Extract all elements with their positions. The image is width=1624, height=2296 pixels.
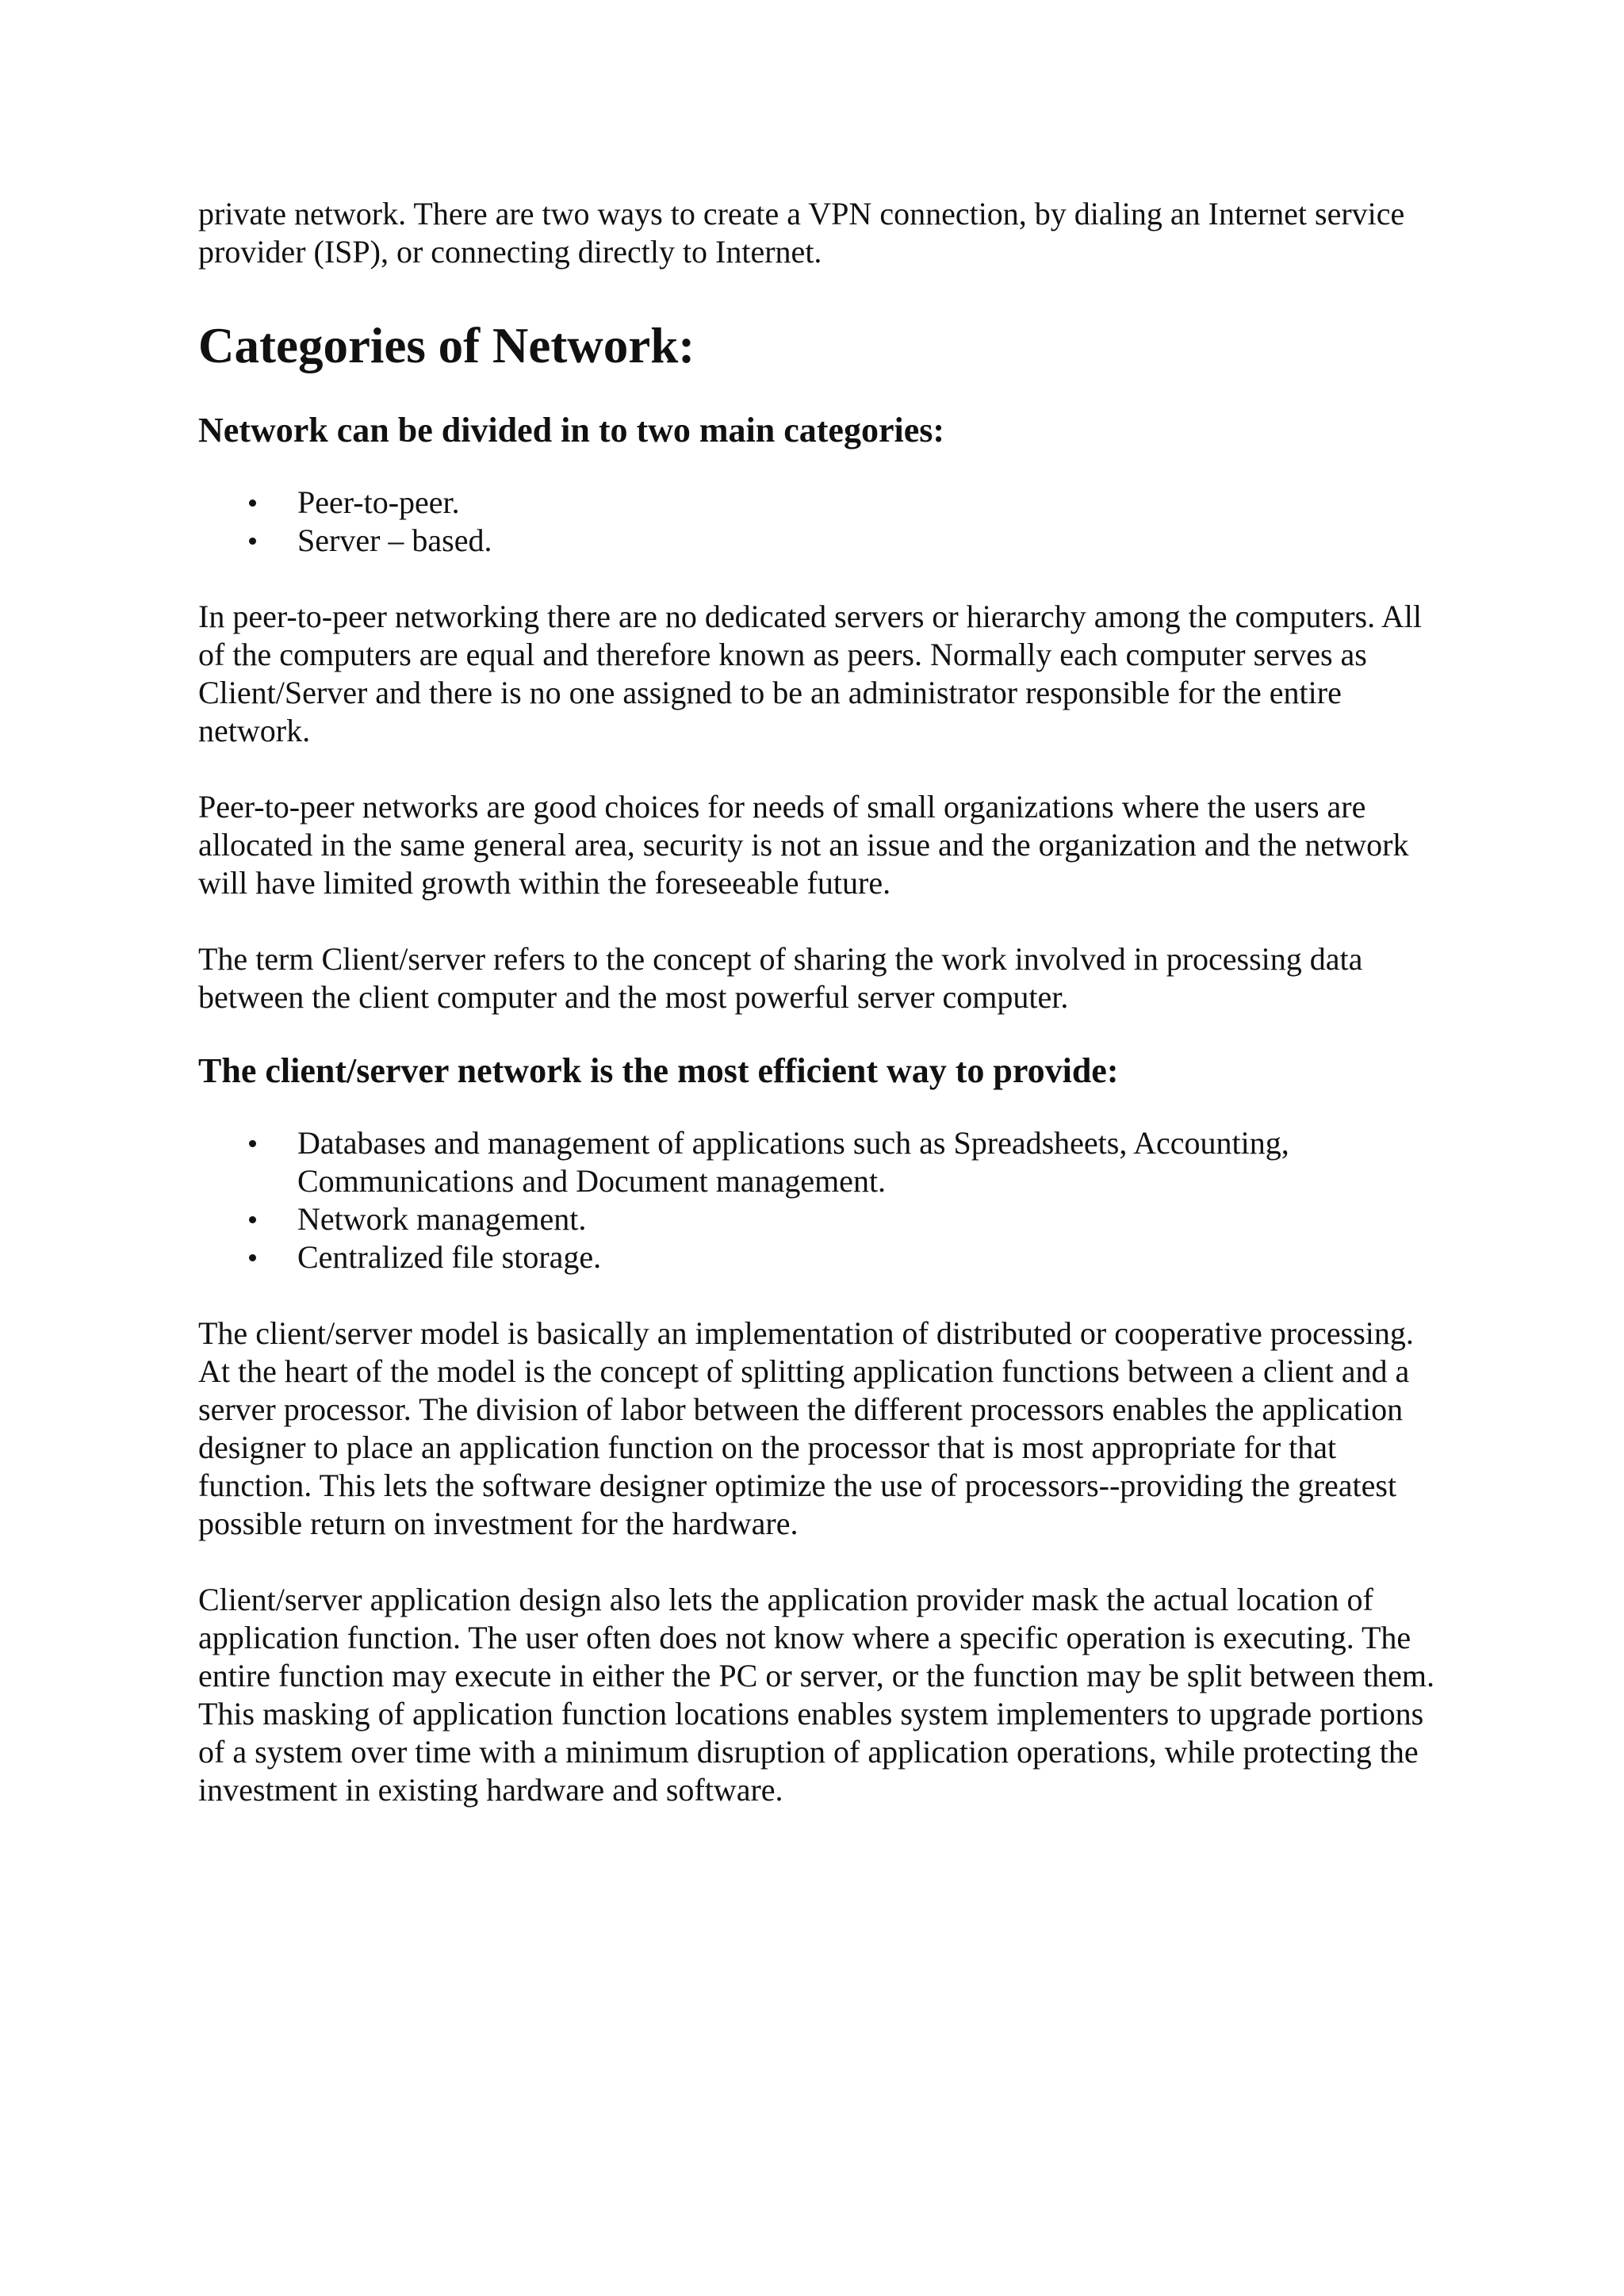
list-item-text: Peer-to-peer. xyxy=(297,484,460,520)
list-item xyxy=(198,1124,1451,1200)
document-page xyxy=(198,195,1451,1809)
application-design-paragraph: Client/server application design also lets the application provider mask the actual location of application function. The user often does not know where a specific operation is executing. The entire function may execute in either the PC or server, or the function may be split between them. This masking of application function locations enables system implementers to upgrade portions of a system over time with a minimum disruption of application operations, while protecting the investment in existing hardware and software. xyxy=(198,1582,1435,1808)
peer-to-peer-paragraph: In peer-to-peer networking there are no dedicated servers or hierarchy among the computers. All of the computers are equal and therefore known as peers. Normally each computer serves as Client/Server and there is no one assigned to be an administrator responsible for the entire network. xyxy=(198,599,1423,748)
provide-list xyxy=(198,1124,1451,1276)
bullet-icon xyxy=(249,499,256,507)
bullet-icon xyxy=(249,1140,256,1147)
list-item xyxy=(198,522,1451,560)
list-item xyxy=(198,1200,1451,1238)
client-server-subheading: The client/server network is the most efficient way to provide: xyxy=(198,1051,1119,1090)
list-item-text: Network management. xyxy=(297,1201,587,1237)
client-server-term-paragraph: The term Client/server refers to the concept of sharing the work involved in processing data between the client computer and the most powerful server computer. xyxy=(198,941,1363,1015)
peer-networks-paragraph: Peer-to-peer networks are good choices for needs of small organizations where the users are allocated in the same general area, security is not an issue and the organization and the network will have limited growth within the foreseeable future. xyxy=(198,789,1409,901)
categories-list xyxy=(198,484,1451,560)
bullet-icon xyxy=(249,1216,256,1223)
page-title: Categories of Network: xyxy=(198,318,695,373)
client-server-model-paragraph: The client/server model is basically an implementation of distributed or cooperative processing. At the heart of the model is the concept of splitting application functions between a client and a server processor. The division of labor between the different processors enables the application designer to place an application function on the processor that is most appropriate for that function. This lets the software designer optimize the use of processors--providing the greatest possible return on investment for the hardware. xyxy=(198,1315,1414,1541)
list-item-text: Server – based. xyxy=(297,522,492,558)
list-item xyxy=(198,484,1451,522)
categories-subheading: Network can be divided in to two main categories: xyxy=(198,411,945,450)
list-item-text: Centralized file storage. xyxy=(297,1239,602,1275)
bullet-icon xyxy=(249,1254,256,1261)
list-item xyxy=(198,1238,1451,1276)
intro-paragraph: private network. There are two ways to create a VPN connection, by dialing an Internet service provider (ISP), or connecting directly to Internet. xyxy=(198,196,1405,270)
list-item-text: Databases and management of applications such as Spreadsheets, Accounting, Communications and Document management. xyxy=(297,1125,1289,1199)
bullet-icon xyxy=(249,538,256,545)
